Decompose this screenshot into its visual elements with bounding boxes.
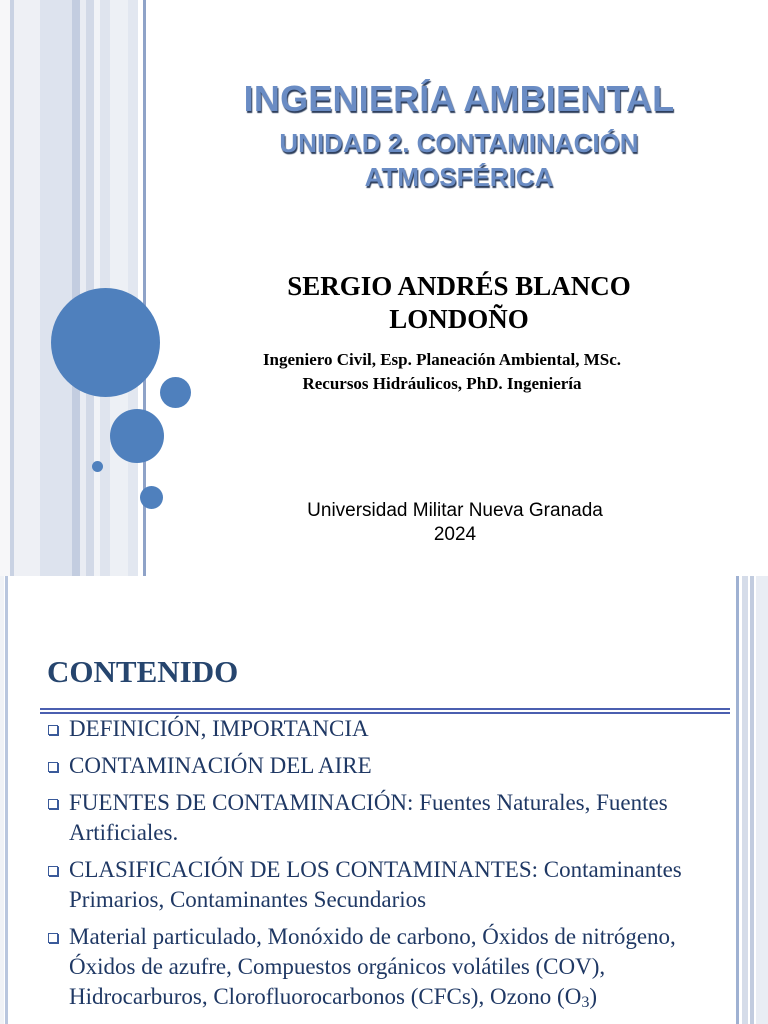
square-bullet-icon: [48, 933, 58, 943]
right-border-stripe: [756, 576, 768, 1024]
contents-heading: CONTENIDO: [47, 654, 239, 689]
item-text: Material particulado, Monóxido de carbono, Óxidos de nitrógeno, Óxidos de azufre, Compuestos orgánicos volátiles (COV), Hidrocarburos, Clorofluorocarbonos (CFCs), Ozono (O: [69, 924, 676, 1009]
author-degrees: [150, 348, 734, 396]
item-tail: ): [589, 984, 598, 1009]
right-border-stripe: [750, 576, 754, 1024]
subtitle-line: UNIDAD 2. CONTAMINACIÓN: [279, 128, 639, 158]
right-border-stripe: [736, 576, 739, 1024]
medium-circle-decoration: [110, 409, 164, 463]
subscript: 3: [581, 994, 590, 1012]
contents-slide: [0, 576, 768, 1024]
square-bullet-icon: [48, 799, 58, 809]
contents-list: [46, 714, 736, 1024]
presentation-subtitle: [150, 126, 768, 194]
list-item: [46, 922, 736, 1018]
tiny-circle-decoration: [92, 461, 103, 472]
item-detail: Contaminantes Primarios, Contaminantes Secundarios: [69, 857, 682, 912]
list-item: [46, 714, 736, 744]
item-text: DEFINICIÓN, IMPORTANCIA: [69, 716, 369, 741]
large-circle-decoration: [51, 288, 160, 397]
presentation-title: INGENIERÍA AMBIENTAL: [243, 78, 675, 119]
decorative-stripes: [0, 0, 150, 576]
small-circle-decoration-bottom: [140, 486, 163, 509]
degrees-line: Recursos Hidráulicos, PhD. Ingeniería: [302, 374, 582, 393]
list-item: [46, 855, 736, 915]
square-bullet-icon: [48, 866, 58, 876]
subtitle-line: ATMOSFÉRICA: [364, 162, 554, 192]
author-name: [150, 270, 768, 336]
square-bullet-icon: [48, 725, 58, 735]
list-item: [46, 788, 736, 848]
item-detail: Fuentes Naturales, Fuentes Artificiales.: [69, 790, 668, 845]
heading-divider: [40, 708, 730, 710]
item-text: FUENTES DE CONTAMINACIÓN:: [69, 790, 414, 815]
left-border-stripe: [5, 576, 8, 1024]
list-item: [46, 751, 736, 781]
university-name: Universidad Militar Nueva Granada: [307, 500, 603, 521]
degrees-line: Ingeniero Civil, Esp. Planeación Ambiental, MSc.: [262, 350, 622, 369]
author-line: SERGIO ANDRÉS BLANCO: [287, 271, 631, 301]
author-line: LONDOÑO: [389, 304, 529, 334]
square-bullet-icon: [48, 762, 58, 772]
year: 2024: [433, 524, 477, 545]
item-text: CLASIFICACIÓN DE LOS CONTAMINANTES:: [69, 857, 539, 882]
right-border-stripe: [742, 576, 748, 1024]
left-border-stripe: [0, 576, 4, 1024]
university-block: [240, 499, 670, 547]
item-text: CONTAMINACIÓN DEL AIRE: [69, 753, 372, 778]
